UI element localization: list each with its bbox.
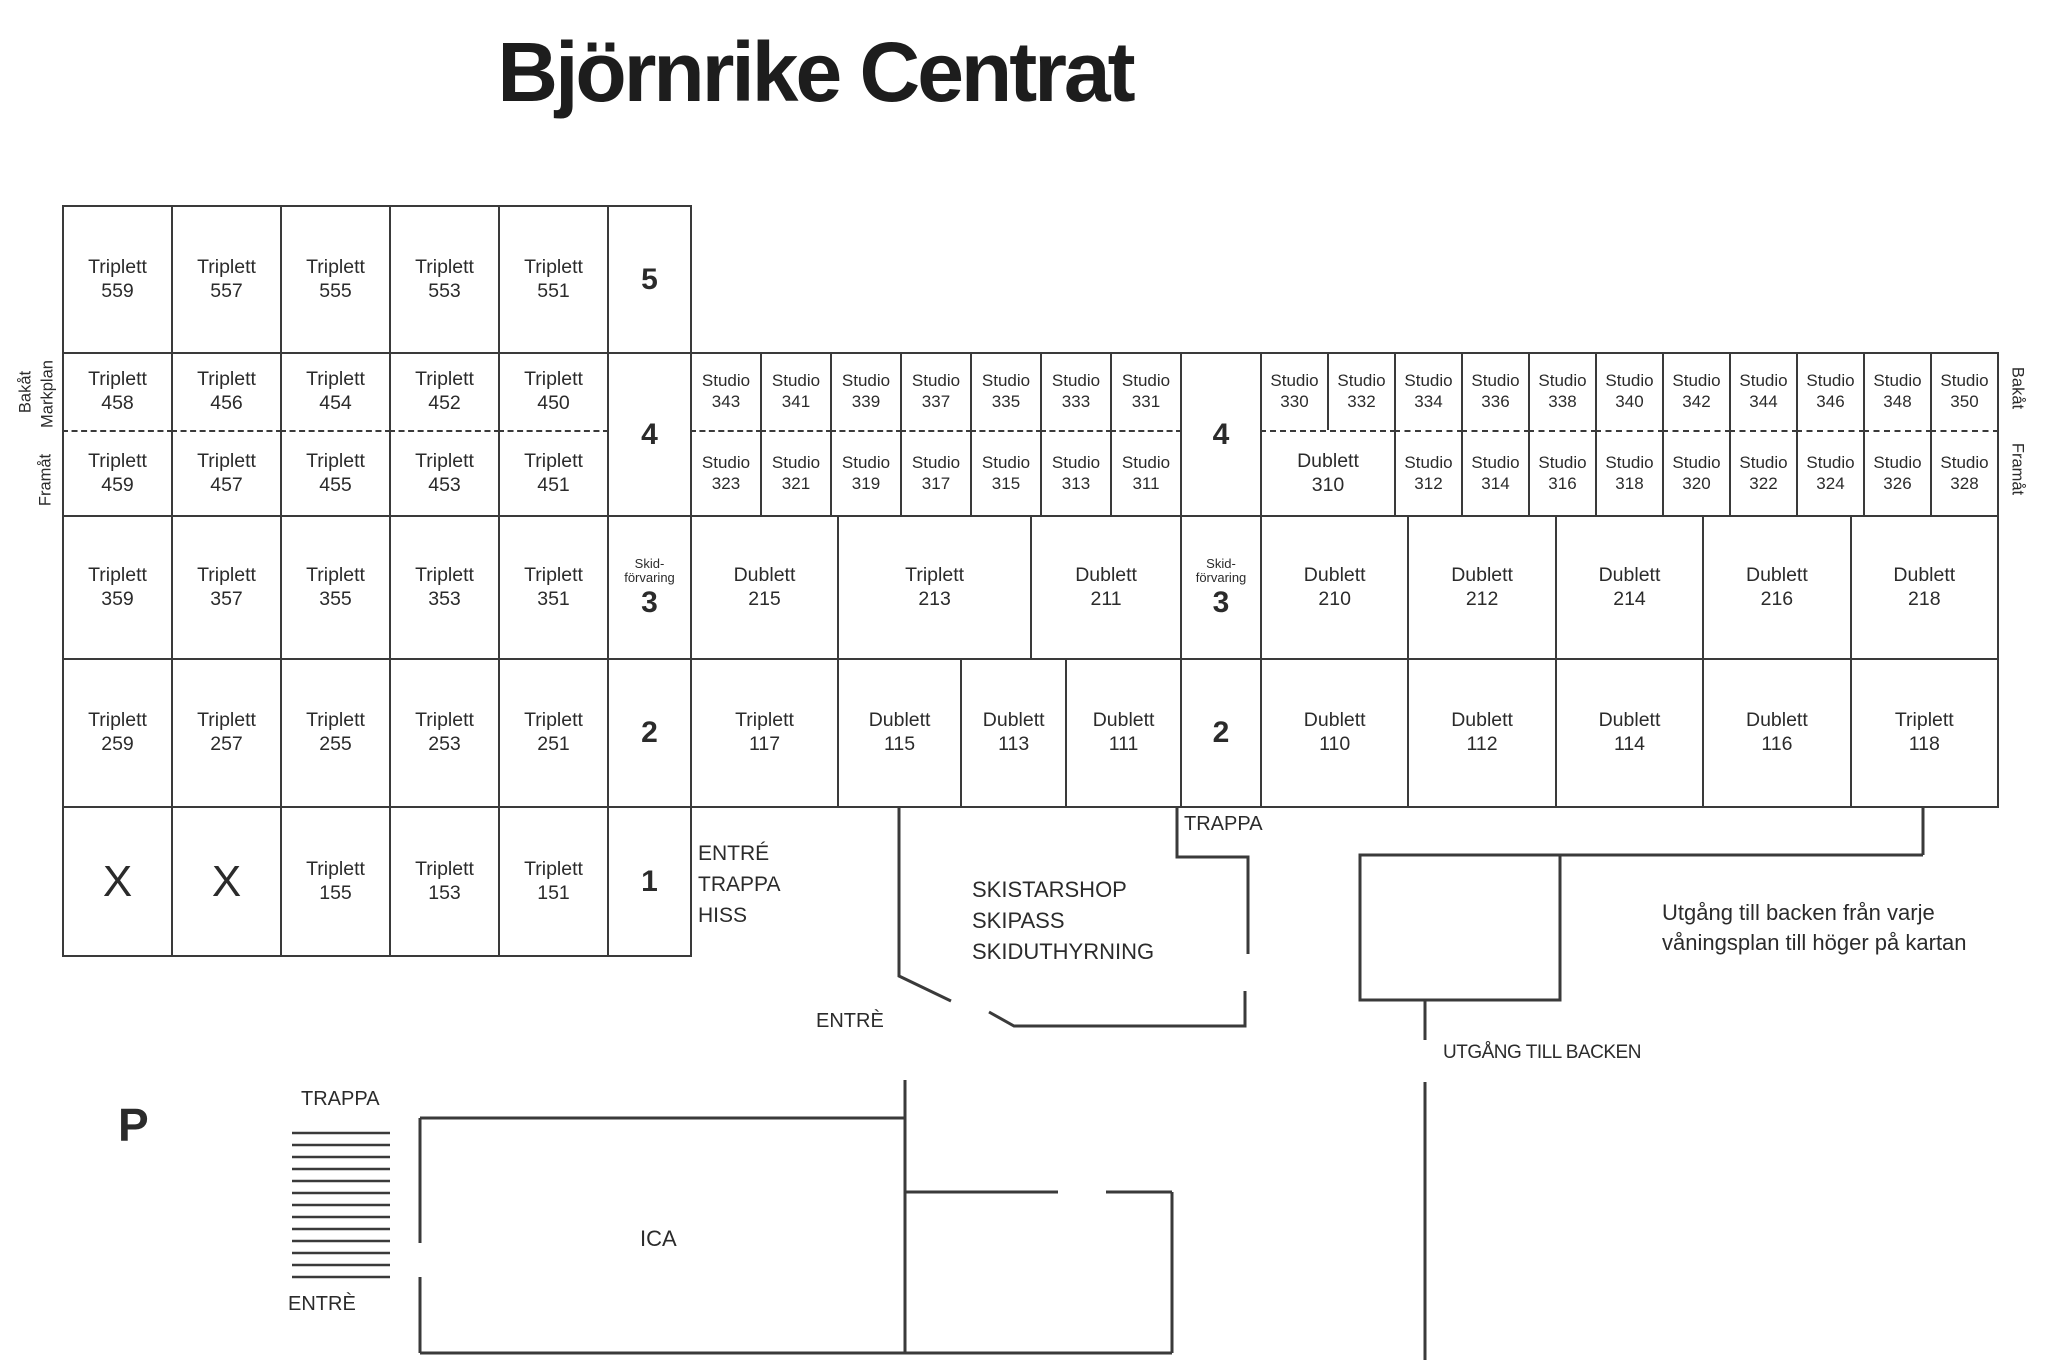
unit-cell	[62, 515, 173, 660]
unit-cell	[62, 658, 173, 808]
unit-cell	[1040, 352, 1112, 432]
stair-cell	[607, 352, 692, 517]
cell-label: Studio 331	[1121, 371, 1171, 411]
shop-entrance-label: ENTRÈ	[816, 1010, 884, 1032]
cell-label: Studio 323	[701, 452, 751, 493]
unit-cell	[280, 515, 391, 660]
unit-cell	[1110, 352, 1182, 432]
exit-to-slope-label: UTGÅNG TILL BACKEN	[1443, 1042, 1641, 1063]
unit-cell	[280, 806, 391, 957]
cell-label: Studio 339	[841, 371, 891, 411]
unit-cell	[498, 658, 609, 808]
unit-cell	[1863, 430, 1932, 517]
unit-cell	[389, 658, 500, 808]
unit-cell	[690, 515, 839, 660]
unit-cell	[171, 658, 282, 808]
stair-cell	[1180, 352, 1262, 517]
unit-cell	[280, 352, 391, 432]
floor-number: 1	[641, 864, 658, 898]
unit-cell	[690, 352, 762, 432]
cell-label: Studio 350	[1940, 371, 1989, 411]
entrance-stairs-lift-label: ENTRÉ TRAPPA HISS	[698, 842, 781, 927]
cell-label: Dublett 112	[1451, 709, 1513, 755]
cell-label: Triplett 255	[306, 709, 365, 755]
unit-cell	[1260, 430, 1396, 517]
cell-label: Triplett 117	[735, 709, 794, 755]
cell-label: Dublett 212	[1451, 563, 1513, 610]
cell-label: Studio 322	[1739, 452, 1788, 493]
unit-cell	[389, 806, 500, 957]
cell-label: Triplett 459	[88, 449, 147, 496]
cell-label: Studio 313	[1051, 452, 1101, 493]
cell-label: Studio 312	[1404, 452, 1453, 493]
ica-outline	[420, 1080, 1172, 1353]
cell-label: Triplett 452	[415, 368, 474, 414]
cell-label: Studio 324	[1806, 452, 1855, 493]
stair-cell	[607, 658, 692, 808]
stair-cell	[1180, 658, 1262, 808]
unit-cell	[760, 352, 832, 432]
cell-label: Dublett 214	[1598, 563, 1661, 610]
unit-cell	[970, 352, 1042, 432]
cell-label: Triplett 451	[524, 449, 583, 496]
cell-label: Studio 338	[1538, 371, 1587, 411]
ski-storage-label: Skid- förvaring	[1195, 555, 1247, 585]
floor-number: 4	[1212, 417, 1230, 451]
cell-label: Triplett 359	[88, 563, 147, 610]
cell-label: X	[102, 856, 133, 906]
unit-cell	[1796, 352, 1865, 432]
unit-cell	[960, 658, 1067, 808]
cell-label: Dublett 218	[1893, 563, 1956, 610]
cell-label: Studio 348	[1873, 371, 1922, 411]
floor-number: 2	[641, 716, 658, 750]
cell-label: Triplett 453	[415, 449, 474, 496]
unit-cell	[1260, 352, 1329, 432]
cell-label: Triplett 450	[524, 368, 583, 414]
cell-label: Dublett 210	[1303, 563, 1366, 610]
unit-cell	[1595, 352, 1664, 432]
cell-label: Triplett 151	[524, 857, 583, 904]
unit-cell	[1702, 658, 1851, 808]
cell-label: Triplett 351	[524, 563, 583, 610]
unit-cell	[280, 430, 391, 517]
cell-label: Studio 332	[1337, 371, 1386, 411]
unit-cell	[830, 352, 902, 432]
cell-label: Dublett 113	[982, 709, 1045, 755]
unit-cell	[389, 352, 500, 432]
grocery-label: ICA	[640, 1226, 677, 1251]
cell-label: Triplett 559	[88, 255, 147, 302]
cell-label: Triplett 457	[197, 449, 256, 496]
side-label-left-groundplan: Markplan	[38, 360, 57, 428]
unit-cell	[171, 515, 282, 660]
cell-label: Studio 341	[771, 371, 821, 411]
unit-cell	[1394, 430, 1463, 517]
cell-label: X	[211, 856, 242, 906]
cell-label: Studio 343	[701, 371, 751, 411]
cell-label: Triplett 455	[306, 449, 365, 496]
unit-cell	[900, 352, 972, 432]
shop-stairs-label: TRAPPA	[1184, 813, 1263, 835]
cell-label: Studio 311	[1121, 452, 1171, 493]
unit-cell	[62, 205, 173, 354]
cell-label: Triplett 355	[306, 563, 365, 610]
parking-label: P	[118, 1099, 149, 1151]
cell-label: Dublett 211	[1075, 563, 1137, 610]
side-label-left-back: Bakåt	[16, 370, 35, 414]
unit-cell	[970, 430, 1042, 517]
unit-cell	[1595, 430, 1664, 517]
unit-cell	[171, 430, 282, 517]
unit-cell	[389, 430, 500, 517]
unit-cell	[1461, 352, 1530, 432]
cell-label: Triplett 353	[415, 563, 474, 610]
cell-label: Dublett 114	[1598, 709, 1661, 755]
unit-cell	[1702, 515, 1851, 660]
cell-label: Triplett 213	[905, 563, 965, 610]
unit-cell	[1030, 515, 1182, 660]
bottom-stairs-label: TRAPPA	[301, 1088, 380, 1110]
unit-cell	[389, 205, 500, 354]
unit-cell	[280, 658, 391, 808]
unit-cell	[690, 658, 839, 808]
unit-cell	[171, 352, 282, 432]
unit-cell	[837, 515, 1032, 660]
cell-label: Studio 314	[1471, 452, 1520, 493]
cell-label: Triplett 458	[88, 368, 147, 414]
unit-cell	[837, 658, 962, 808]
closed-unit-cell	[62, 806, 173, 957]
unit-cell	[1394, 352, 1463, 432]
cell-label: Studio 328	[1940, 452, 1989, 493]
unit-cell	[1930, 430, 1999, 517]
cell-label: Triplett 551	[524, 255, 583, 302]
floor-number: 2	[1212, 716, 1230, 750]
floor-number: 5	[641, 262, 658, 296]
cell-label: Studio 326	[1873, 452, 1922, 493]
cell-label: Triplett 553	[415, 255, 474, 302]
cell-label: Studio 315	[981, 452, 1031, 493]
cell-label: Triplett 257	[197, 709, 256, 755]
cell-label: Studio 317	[911, 452, 961, 493]
unit-cell	[498, 430, 609, 517]
cell-label: Studio 330	[1270, 371, 1319, 411]
unit-cell	[1850, 515, 1999, 660]
unit-cell	[1407, 658, 1556, 808]
unit-cell	[1863, 352, 1932, 432]
unit-cell	[830, 430, 902, 517]
unit-cell	[1662, 430, 1731, 517]
unit-cell	[62, 430, 173, 517]
cell-label: Triplett 153	[415, 857, 474, 904]
unit-cell	[1065, 658, 1182, 808]
unit-cell	[389, 515, 500, 660]
cell-label: Triplett 557	[197, 255, 256, 302]
unit-cell	[1528, 352, 1597, 432]
cell-label: Studio 319	[841, 452, 891, 493]
unit-cell	[690, 430, 762, 517]
unit-cell	[1260, 658, 1409, 808]
ski-storage-label: Skid- förvaring	[624, 555, 675, 585]
unit-cell	[1729, 352, 1798, 432]
unit-cell	[1850, 658, 1999, 808]
side-label-right-back: Bakåt	[2008, 366, 2027, 410]
stair-cell	[607, 806, 692, 957]
cell-label: Triplett 357	[197, 563, 256, 610]
cell-label: Dublett 110	[1303, 709, 1366, 755]
cell-label: Studio 342	[1672, 371, 1721, 411]
cell-label: Studio 316	[1538, 452, 1587, 493]
unit-cell	[1040, 430, 1112, 517]
bottom-entrance-label: ENTRÈ	[288, 1293, 356, 1315]
cell-label: Dublett 216	[1745, 563, 1808, 610]
unit-cell	[1729, 430, 1798, 517]
cell-label: Studio 333	[1051, 371, 1101, 411]
cell-label: Dublett 215	[733, 563, 796, 610]
unit-cell	[1110, 430, 1182, 517]
cell-label: Studio 318	[1605, 452, 1654, 493]
cell-label: Dublett 310	[1297, 449, 1359, 496]
unit-cell	[1555, 658, 1704, 808]
cell-label: Dublett 111	[1092, 709, 1155, 755]
cell-label: Studio 336	[1471, 371, 1520, 411]
cell-label: Studio 340	[1605, 371, 1654, 411]
closed-unit-cell	[171, 806, 282, 957]
unit-cell	[498, 205, 609, 354]
unit-cell	[498, 806, 609, 957]
unit-cell	[1528, 430, 1597, 517]
cell-label: Triplett 251	[524, 709, 583, 755]
cell-label: Studio 344	[1739, 371, 1788, 411]
cell-label: Studio 334	[1404, 371, 1453, 411]
unit-cell	[1930, 352, 1999, 432]
unit-cell	[498, 515, 609, 660]
cell-label: Studio 337	[911, 371, 961, 411]
ski-storage-cell	[1180, 515, 1262, 660]
cell-label: Triplett 555	[306, 255, 365, 302]
cell-label: Studio 346	[1806, 371, 1855, 411]
unit-cell	[1260, 515, 1409, 660]
unit-cell	[1407, 515, 1556, 660]
page-title: Björnrike Centrat	[497, 25, 1133, 119]
cell-label: Triplett 259	[88, 709, 147, 755]
side-label-right-forward: Framåt	[2008, 442, 2027, 496]
unit-cell	[1461, 430, 1530, 517]
cell-label: Triplett 118	[1894, 709, 1954, 755]
stairs-icon	[292, 1133, 390, 1277]
unit-cell	[498, 352, 609, 432]
unit-cell	[62, 352, 173, 432]
side-label-left-forward: Framåt	[36, 453, 55, 507]
ski-storage-cell	[607, 515, 692, 660]
unit-cell	[760, 430, 832, 517]
floor-number: 4	[641, 417, 658, 451]
exit-corridor-line	[1560, 806, 1923, 855]
cell-label: Studio 335	[981, 371, 1031, 411]
unit-cell	[1555, 515, 1704, 660]
cell-label: Studio 320	[1672, 452, 1721, 493]
shop-services-label: SKISTARSHOP SKIPASS SKIDUTHYRNING	[972, 877, 1155, 964]
cell-label: Triplett 454	[306, 368, 365, 414]
unit-cell	[1796, 430, 1865, 517]
unit-cell	[900, 430, 972, 517]
stair-cell	[607, 205, 692, 354]
cell-label: Triplett 155	[306, 857, 365, 904]
unit-cell	[1327, 352, 1396, 432]
cell-label: Dublett 115	[868, 709, 931, 755]
cell-label: Triplett 253	[415, 709, 474, 755]
unit-cell	[280, 205, 391, 354]
exit-room-box	[1360, 855, 1560, 1000]
floor-number: 3	[641, 585, 658, 619]
cell-label: Triplett 456	[197, 368, 256, 414]
unit-cell	[1662, 352, 1731, 432]
unit-cell	[171, 205, 282, 354]
exit-note: Utgång till backen från varje våningsplan till höger på kartan	[1662, 900, 1967, 955]
floor-number: 3	[1212, 585, 1230, 619]
cell-label: Dublett 116	[1745, 709, 1808, 755]
cell-label: Studio 321	[771, 452, 821, 493]
